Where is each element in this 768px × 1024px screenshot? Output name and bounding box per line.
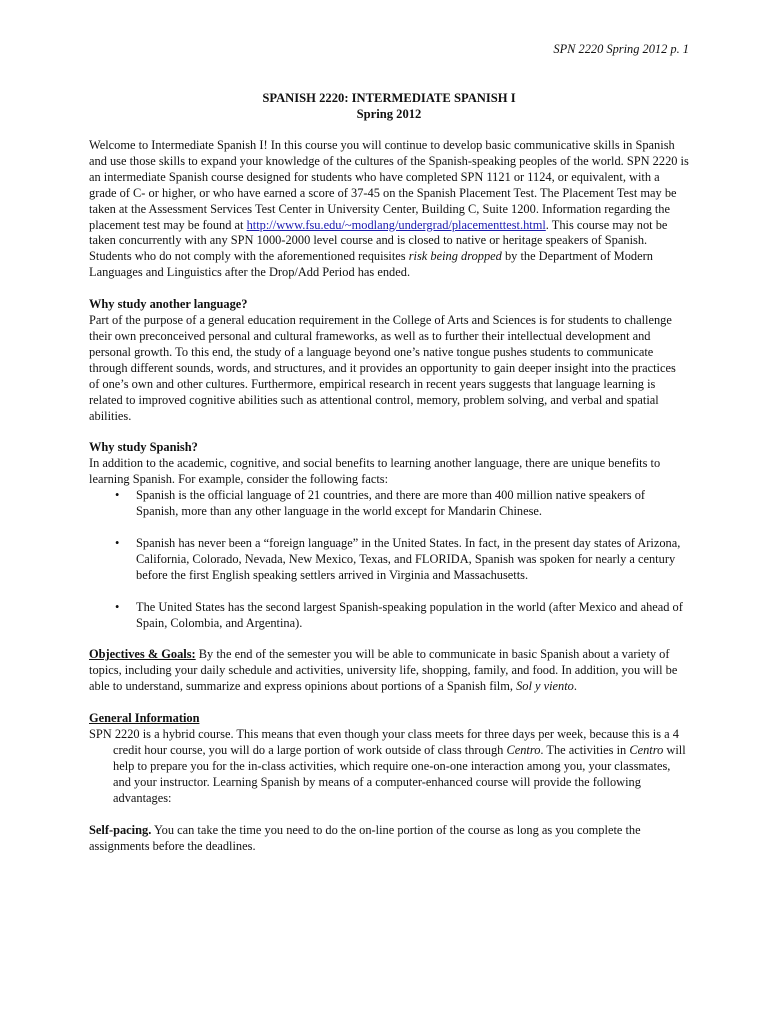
general-info-heading: General Information <box>89 711 200 726</box>
bullet-icon: • <box>115 599 120 614</box>
placement-test-link[interactable]: http://www.fsu.edu/~modlang/undergrad/placementtest.html <box>246 217 546 232</box>
fact-text: Spanish is the official language of 21 countries, and there are more than 400 million native speakers of Spanish, more than any other language in the world except for Mandarin Chinese. <box>136 488 646 519</box>
fact-text: Spanish has never been a “foreign language” in the United States. In fact, in the present day states of Arizona, California, Colorado, Nevada, New Mexico, Texas, and FLORIDA, Spanish was spoken for nearly a century before the first English speaking settlers arrived in Virginia and Massachusetts. <box>136 535 681 582</box>
list-item <box>89 600 689 632</box>
bullet-icon: • <box>115 488 120 503</box>
course-title-line: SPANISH 2220: INTERMEDIATE SPANISH I <box>262 91 516 105</box>
film-title: Sol y viento <box>516 679 574 694</box>
centro-name: Centro <box>629 743 664 757</box>
list-item <box>89 536 689 584</box>
why-spanish-heading: Why study Spanish? <box>89 440 198 455</box>
general-info-text-cont: . The activities in <box>540 743 630 757</box>
objectives-label: Objectives & Goals: <box>89 647 196 662</box>
intro-paragraph <box>89 138 689 281</box>
why-spanish-intro: In addition to the academic, cognitive, and social benefits to learning another language, there are unique benefits to learning Spanish. For example, consider the following facts: <box>89 456 661 487</box>
objectives-end: . <box>573 679 577 694</box>
general-info-text-end: will help to prepare you for the in-class activities, which require one-on-one interaction among you, your classmates, and your instructor. Learning Spanish by means of a computer-enhanced course will provide the following advantages: <box>113 743 686 805</box>
self-pacing-paragraph <box>89 823 689 855</box>
running-header: SPN 2220 Spring 2012 p. 1 <box>553 42 689 56</box>
intro-emphasis: risk being dropped <box>408 249 502 264</box>
self-pacing-text: You can take the time you need to do the on-line portion of the course as long as you complete the assignments before the deadlines. <box>89 822 641 853</box>
self-pacing-label: Self-pacing. <box>89 822 152 837</box>
why-language-paragraph: Part of the purpose of a general education requirement in the College of Arts and Sciences is for students to challenge their own preconceived personal and cultural frameworks, as well as to further their intellectual development and personal growth. To this end, the study of a language beyond one’s native tongue pushes students to communicate through different sounds, words, and structures, and it provides an opportunity to gain deeper insight into the practices of one’s own and other cultures. Furthermore, empirical research in recent years suggests that language learning is related to improved cognitive abilities such as attentional control, memory, problem solving, and verbal and spatial abilities. <box>89 313 676 423</box>
objectives-paragraph <box>89 647 689 695</box>
general-info-paragraph <box>89 727 689 807</box>
intro-text: Welcome to Intermediate Spanish I! In this course you will continue to develop basic communicative skills in Spanish and use those skills to expand your knowledge of the cultures of the Spanish-speaking peoples of the world. SPN 2220 is an intermediate Spanish course designed for students who have completed SPN 1121 or 1124, or equivalent, with a grade of C- or higher, or who have earned a score of 37-45 on the Spanish Placement Test. The Placement Test may be taken at the Assessment Services Test Center in University Center, Building C, Suite 1200. Information regarding the placement test may be found at <box>89 138 689 232</box>
why-language-heading: Why study another language? <box>89 297 248 312</box>
document-body <box>89 90 689 854</box>
centro-name: Centro <box>506 743 541 757</box>
fact-text: The United States has the second largest Spanish-speaking population in the world (after Mexico and ahead of Spain, Colombia, and Argentina). <box>136 599 683 630</box>
intro-text-end: by the Department of Modern Languages and Linguistics after the Drop/Add Period has ended. <box>89 249 653 280</box>
course-title <box>89 90 689 122</box>
spanish-facts-list <box>89 488 689 631</box>
objectives-text: By the end of the semester you will be able to communicate in basic Spanish about a variety of topics, including your daily schedule and activities, university life, shopping, family, and food. In addition, you will be able to understand, summarize and express opinions about portions of a Spanish film, <box>89 647 678 694</box>
list-item <box>89 488 689 520</box>
intro-text-cont: . This course may not be taken concurrently with any SPN 1000-2000 level course and is closed to native or heritage speakers of Spanish. Students who do not comply with the aforementioned requisites <box>89 217 668 264</box>
semester-line: Spring 2012 <box>356 107 422 121</box>
general-info-text: SPN 2220 is a hybrid course. This means that even though your class meets for three days per week, because this is a 4 credit hour course, you will do a large portion of work outside of class through <box>89 727 679 757</box>
bullet-icon: • <box>115 535 120 550</box>
